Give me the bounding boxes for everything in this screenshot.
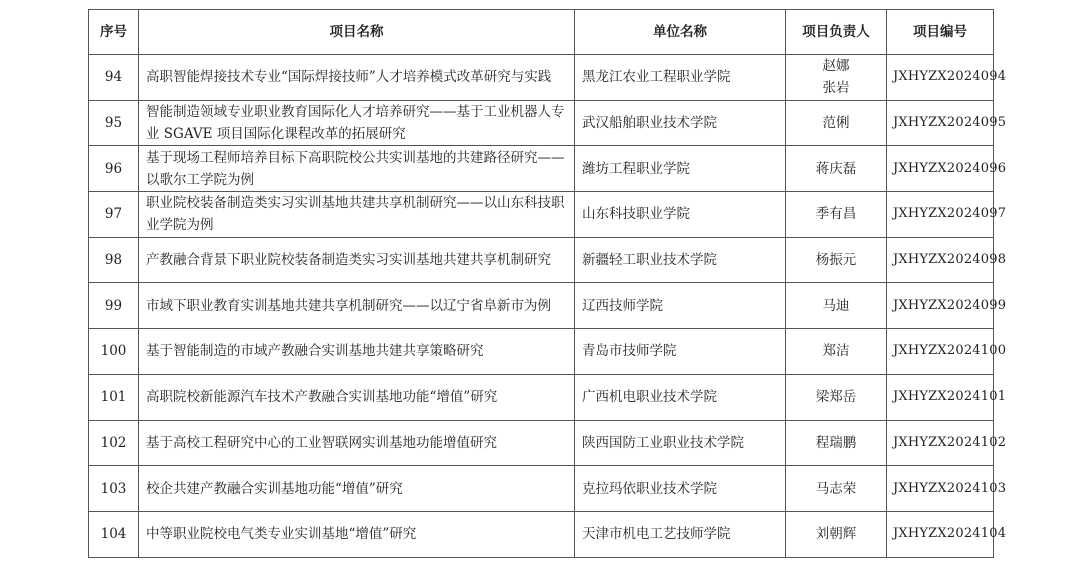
- leader-name: 杨振元: [815, 252, 857, 269]
- header-leader: 项目负责人: [786, 10, 887, 55]
- row-code: JXHYZX2024100: [887, 329, 994, 375]
- row-project-name: 中等职业院校电气类专业实训基地“增值”研究: [139, 511, 575, 557]
- table-row: [89, 146, 994, 192]
- row-no: 96: [89, 146, 139, 192]
- row-no: 100: [89, 329, 139, 375]
- row-project-name: 基于高校工程研究中心的工业智联网实训基地功能增值研究: [139, 420, 575, 466]
- row-project-name: 智能制造领域专业职业教育国际化人才培养研究——基于工业机器人专业 SGAVE 项目国际化课程改革的拓展研究: [139, 100, 575, 146]
- row-leader: [786, 511, 887, 557]
- row-leader: [786, 329, 887, 375]
- row-project-name: 基于现场工程师培养目标下高职院校公共实训基地的共建路径研究——以歌尔工学院为例: [139, 146, 575, 192]
- leader-name: 程瑞鹏: [815, 434, 857, 451]
- header-code: 项目编号: [887, 10, 994, 55]
- row-leader: [786, 237, 887, 283]
- table-row: [89, 192, 994, 238]
- row-leader: [786, 420, 887, 466]
- leader-name: 范俐: [822, 115, 850, 132]
- row-code: JXHYZX2024104: [887, 511, 994, 557]
- leader-name: 张岩: [822, 80, 850, 97]
- project-table: [88, 9, 1007, 558]
- row-unit-name: 广西机电职业技术学院: [575, 374, 786, 420]
- row-code: JXHYZX2024103: [887, 466, 994, 512]
- leader-name: 马志荣: [815, 480, 857, 497]
- row-code: JXHYZX2024099: [887, 283, 994, 329]
- leader-name: 刘朝辉: [815, 526, 857, 543]
- row-project-name: 产教融合背景下职业院校装备制造类实习实训基地共建共享机制研究: [139, 237, 575, 283]
- row-unit-name: 克拉玛依职业技术学院: [575, 466, 786, 512]
- table-row: [89, 237, 994, 283]
- header-name: 项目名称: [139, 10, 575, 55]
- row-unit-name: 陕西国防工业职业技术学院: [575, 420, 786, 466]
- row-leader: [786, 466, 887, 512]
- leader-name: 赵娜: [822, 58, 850, 75]
- leader-name: 马迪: [822, 297, 850, 314]
- table-row: [89, 420, 994, 466]
- leader-name: 梁郑岳: [815, 389, 857, 406]
- row-no: 99: [89, 283, 139, 329]
- row-no: 102: [89, 420, 139, 466]
- table-row: [89, 374, 994, 420]
- row-no: 104: [89, 511, 139, 557]
- leader-name: 季有昌: [815, 206, 857, 223]
- header-no: 序号: [89, 10, 139, 55]
- row-code: JXHYZX2024094: [887, 55, 994, 101]
- row-no: 103: [89, 466, 139, 512]
- row-code: JXHYZX2024098: [887, 237, 994, 283]
- row-unit-name: 辽西技师学院: [575, 283, 786, 329]
- table-row: [89, 100, 994, 146]
- leader-name: 郑洁: [822, 343, 850, 360]
- row-unit-name: 山东科技职业学院: [575, 192, 786, 238]
- row-unit-name: 黑龙江农业工程职业学院: [575, 55, 786, 101]
- row-project-name: 高职院校新能源汽车技术产教融合实训基地功能“增值”研究: [139, 374, 575, 420]
- row-project-name: 市域下职业教育实训基地共建共享机制研究——以辽宁省阜新市为例: [139, 283, 575, 329]
- table-row: [89, 55, 994, 101]
- row-code: JXHYZX2024097: [887, 192, 994, 238]
- row-no: 101: [89, 374, 139, 420]
- row-code: JXHYZX2024102: [887, 420, 994, 466]
- row-unit-name: 武汉船舶职业技术学院: [575, 100, 786, 146]
- table-header-row: [89, 10, 994, 55]
- table-row: [89, 511, 994, 557]
- row-project-name: 高职智能焊接技术专业“国际焊接技师”人才培养模式改革研究与实践: [139, 55, 575, 101]
- row-no: 95: [89, 100, 139, 146]
- row-no: 98: [89, 237, 139, 283]
- row-leader: [786, 192, 887, 238]
- table-row: [89, 329, 994, 375]
- row-unit-name: 新疆轻工职业技术学院: [575, 237, 786, 283]
- row-leader: [786, 146, 887, 192]
- table-row: [89, 466, 994, 512]
- row-leader: [786, 100, 887, 146]
- row-code: JXHYZX2024095: [887, 100, 994, 146]
- row-project-name: 校企共建产教融合实训基地功能“增值”研究: [139, 466, 575, 512]
- row-no: 97: [89, 192, 139, 238]
- table-row: [89, 283, 994, 329]
- row-project-name: 职业院校装备制造类实习实训基地共建共享机制研究——以山东科技职业学院为例: [139, 192, 575, 238]
- row-code: JXHYZX2024101: [887, 374, 994, 420]
- row-project-name: 基于智能制造的市域产教融合实训基地共建共享策略研究: [139, 329, 575, 375]
- row-unit-name: 天津市机电工艺技师学院: [575, 511, 786, 557]
- row-code: JXHYZX2024096: [887, 146, 994, 192]
- row-unit-name: 潍坊工程职业学院: [575, 146, 786, 192]
- row-leader: [786, 283, 887, 329]
- row-leader: [786, 374, 887, 420]
- row-no: 94: [89, 55, 139, 101]
- row-leader: [786, 55, 887, 101]
- leader-name: 蒋庆磊: [815, 160, 857, 177]
- header-unit: 单位名称: [575, 10, 786, 55]
- row-unit-name: 青岛市技师学院: [575, 329, 786, 375]
